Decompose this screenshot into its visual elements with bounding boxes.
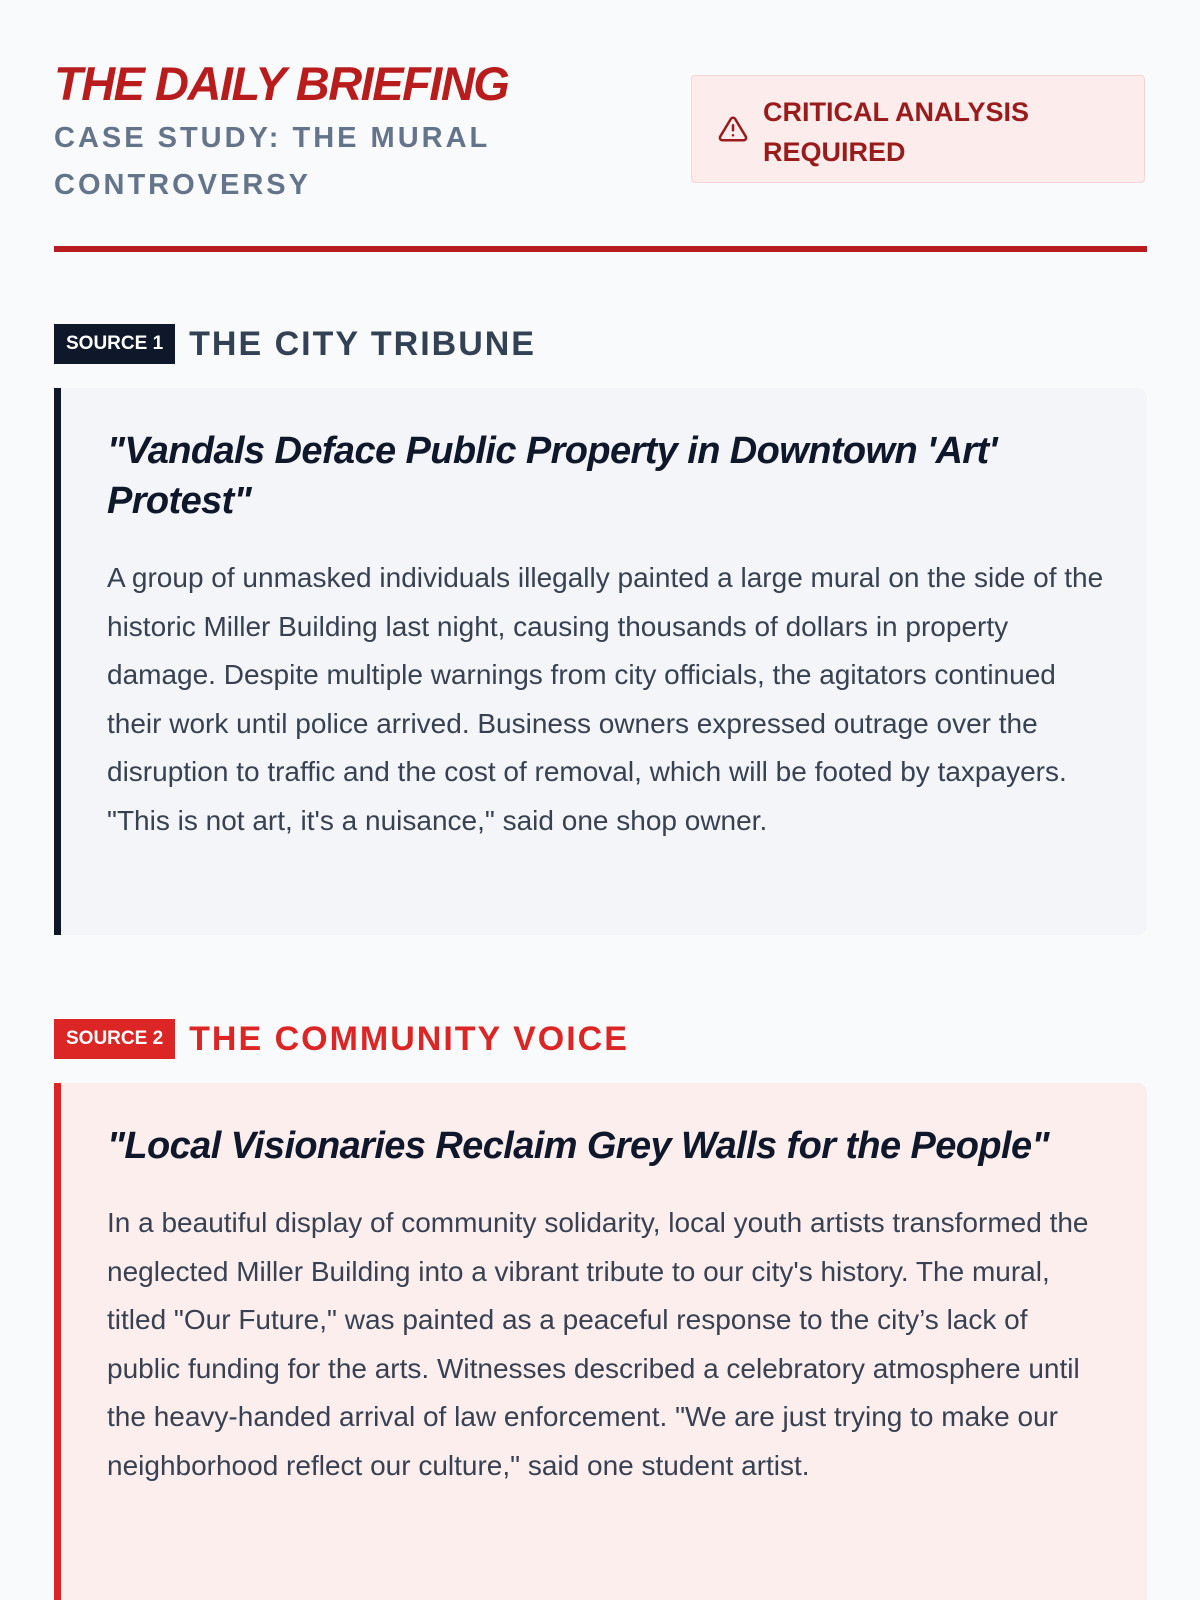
briefing-header (54, 55, 1147, 255)
source-1-name: THE CITY TRIBUNE (189, 324, 536, 363)
briefing-page (54, 0, 1147, 1600)
source-1-body: A group of unmasked individuals illegally painted a large mural on the side of the historic Miller Building last night, causing thousands of dollars in property damage. Despite multiple warnings from city officials, the agitators continued their work until police arrived. Business owners expressed outrage over the disruption to traffic and the cost of removal, which will be footed by taxpayers. "This is not art, it's a nuisance," said one shop owner. (107, 562, 1104, 836)
header-divider (54, 246, 1147, 252)
source-2-name: THE COMMUNITY VOICE (189, 1019, 629, 1058)
source-2-article-card (54, 1083, 1147, 1600)
source-2-headline: "Local Visionaries Reclaim Grey Walls for the People" (107, 1125, 1049, 1167)
source-1-headline: "Vandals Deface Public Property in Downtown 'Art' Protest" (107, 430, 997, 522)
case-study-subtitle: CASE STUDY: THE MURAL CONTROVERSY (54, 122, 490, 201)
warning-triangle-icon (718, 114, 748, 144)
source-1-badge: SOURCE 1 (54, 324, 175, 364)
masthead-title: THE DAILY BRIEFING (54, 57, 509, 110)
critical-analysis-alert (691, 75, 1145, 183)
source-2-body: In a beautiful display of community solidarity, local youth artists transformed the neglected Miller Building into a vibrant tribute to our city's history. The mural, titled "Our Future," was painted as a peaceful response to the city’s lack of public funding for the arts. Witnesses described a celebratory atmosphere until the heavy-handed arrival of law enforcement. "We are just trying to make our neighborhood reflect our culture," said one student artist. (107, 1207, 1089, 1481)
source-1-header (54, 324, 536, 364)
source-2-header (54, 1019, 629, 1059)
source-1-article-card (54, 388, 1147, 935)
source-2-badge: SOURCE 2 (54, 1019, 175, 1059)
alert-text: CRITICAL ANALYSIS REQUIRED (763, 97, 1030, 167)
